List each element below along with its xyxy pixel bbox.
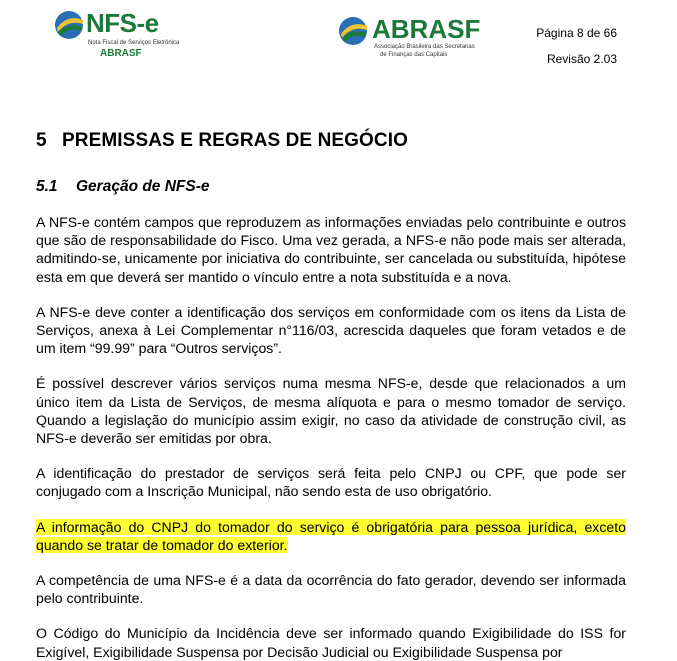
subsection-title: Geração de NFS-e [76, 178, 210, 195]
document-body [36, 120, 626, 661]
nfse-logo-name: NFS-e [86, 8, 159, 38]
page-info [536, 20, 617, 72]
abrasf-logo-subtitle-2: de Finanças das Capitais [380, 52, 448, 58]
paragraph: A identificação do prestador de serviços será feita pelo CNPJ ou CPF, que pode ser conjugado com a Inscrição Municipal, não sendo esta de uso obrigatório. [36, 465, 626, 500]
section-heading [36, 130, 626, 152]
page-header [0, 0, 677, 80]
subsection-heading [36, 178, 626, 196]
nfse-logo-abrasf: ABRASF [100, 48, 142, 59]
paragraph: É possível descrever vários serviços numa mesma NFS-e, desde que relacionados a um único item da Lista de Serviços, de mesma alíquota e para o mesmo tomador de serviço. Quando a legislação do município assim exigir, no caso da atividade de construção civil, as NFS-e deverão ser emitidas por obra. [36, 375, 626, 447]
abrasf-logo-name: ABRASF [372, 14, 481, 44]
abrasf-emblem-icon [336, 14, 370, 48]
nfse-logo-subtitle: Nota Fiscal de Serviços Eletrônica [88, 40, 180, 46]
nfse-emblem-icon [52, 8, 86, 42]
subsection-number: 5.1 [36, 178, 58, 195]
abrasf-logo [336, 12, 496, 66]
highlighted-paragraph [36, 518, 626, 554]
text-highlight: A informação do CNPJ do tomador do serviço é obrigatória para pessoa jurídica, exceto quando se tratar de tomador do exterior. [36, 518, 626, 553]
revision-number: Revisão 2.03 [546, 52, 617, 66]
page-number: Página 8 de 66 [536, 26, 617, 40]
paragraph: A NFS-e contém campos que reproduzem as informações enviadas pelo contribuinte e outros que são de responsabilidade do Fisco. Uma vez gerada, a NFS-e não pode mais ser alterada, admitindo-se, unicamente por iniciativa do contribuinte, ser cancelada ou substituída, hipótese esta em que deverá ser mantido o vínculo entre a nota substituída e a nova. [36, 214, 626, 285]
paragraph: A competência de uma NFS-e é a data da ocorrência do fato gerador, devendo ser informada pelo contribuinte. [36, 572, 626, 607]
abrasf-logo-subtitle-1: Associação Brasileira das Secretarias [374, 44, 475, 50]
section-number: 5 [36, 130, 47, 151]
paragraph: O Código do Município da Incidência deve ser informado quando Exigibilidade do ISS for Exigível, Exigibilidade Suspensa por Decisão Judicial ou Exigibilidade Suspensa por [36, 625, 626, 660]
section-title: PREMISSAS E REGRAS DE NEGÓCIO [62, 130, 409, 151]
paragraph: A NFS-e deve conter a identificação dos serviços em conformidade com os itens da Lista de Serviços, anexa à Lei Complementar n°116/03, acrescida daqueles que foram vetados e de um item “99.99” para “Outros serviços”. [36, 303, 626, 357]
nfse-logo [52, 6, 202, 66]
